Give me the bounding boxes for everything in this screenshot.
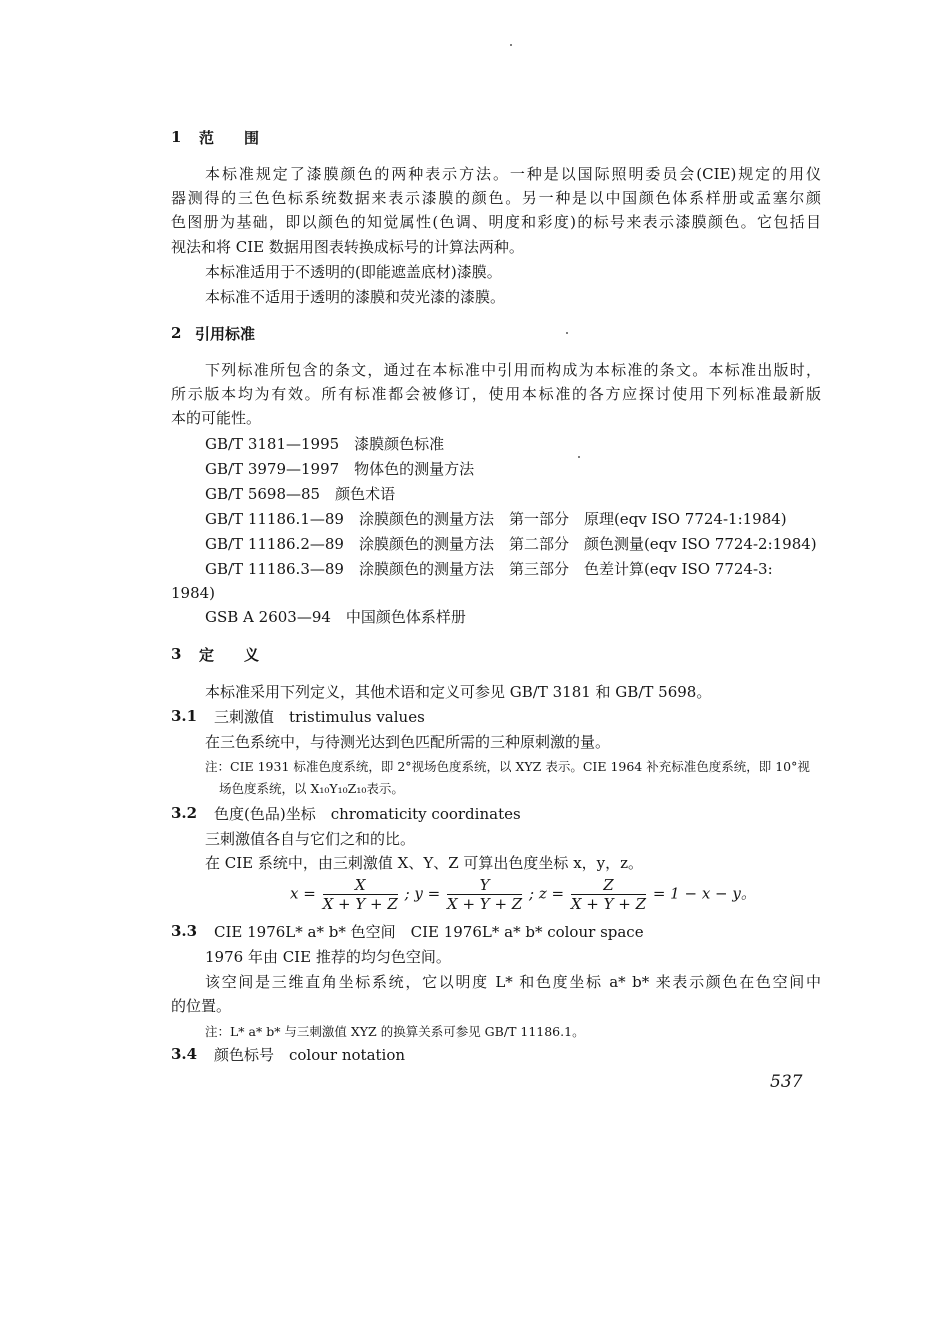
clause-3-2-term: 色度(色品)坐标 chromaticity coordinates (214, 805, 521, 823)
clause-3-3-term: CIE 1976L* a* b* 色空间 CIE 1976L* a* b* colour space (214, 923, 644, 941)
s2-para-line3: 本的可能性。 (171, 409, 262, 427)
s1-para1-line2: 器测得的三色色标系统数据来表示漆膜的颜色。另一种是以中国颜色体系样册或孟塞尔颜 (171, 189, 821, 207)
scan-speck (578, 456, 580, 458)
page-number: 537 (770, 1072, 803, 1092)
clause-3-1-definition: 在三色系统中，与待测光达到色匹配所需的三种原刺激的量。 (205, 733, 611, 751)
s2-para-line2: 所示版本均为有效。所有标准都会被修订，使用本标准的各方应探讨使用下列标准最新版 (171, 385, 821, 403)
reference-item-continued: 1984) (171, 584, 216, 602)
clause-3-2-line2: 在 CIE 系统中，由三刺激值 X、Y、Z 可算出色度坐标 x，y，z。 (205, 854, 644, 872)
formula-x-fraction (323, 876, 398, 913)
scan-speck (566, 332, 568, 334)
section-2-number: 2 (171, 324, 182, 342)
reference-item: GSB A 2603—94 中国颜色体系样册 (205, 608, 466, 626)
s1-para1-line4: 视法和将 CIE 数据用图表转换成标号的计算法两种。 (171, 238, 524, 256)
formula-z-numerator: Z (571, 876, 646, 895)
clause-3-3-definition: 1976 年由 CIE 推荐的均匀色空间。 (205, 948, 451, 966)
scan-speck (510, 44, 512, 46)
s1-para2: 本标准适用于不透明的(即能遮盖底材)漆膜。 (205, 263, 502, 281)
formula-x-denominator: X + Y + Z (322, 895, 398, 913)
formula-x-numerator: X (323, 876, 398, 895)
clause-3-1-number: 3.1 (171, 707, 198, 725)
formula-z-denominator: X + Y + Z (570, 895, 647, 913)
clause-3-2-number: 3.2 (171, 804, 198, 822)
reference-item: GB/T 11186.1—89 涂膜颜色的测量方法 第一部分 原理(eqv ISO 7724-1:1984) (205, 510, 787, 528)
clause-3-3-number: 3.3 (171, 922, 198, 940)
reference-item: GB/T 3181—1995 漆膜颜色标准 (205, 435, 445, 453)
reference-item: GB/T 11186.2—89 涂膜颜色的测量方法 第二部分 颜色测量(eqv ISO 7724-2:1984) (205, 535, 817, 553)
s1-para1-line3: 色图册为基础，即以颜色的知觉属性(色调、明度和彩度)的标号来表示漆膜颜色。它包括目 (171, 213, 821, 231)
s1-para3: 本标准不适用于透明的漆膜和荧光漆的漆膜。 (205, 288, 506, 306)
s3-intro: 本标准采用下列定义，其他术语和定义可参见 GB/T 3181 和 GB/T 5698。 (205, 683, 712, 701)
chromaticity-formula (290, 876, 756, 913)
formula-y-numerator: Y (447, 876, 522, 895)
formula-x-label: x = (290, 884, 316, 903)
clause-3-1-note-line1: 注：CIE 1931 标准色度系统，即 2°视场色度系统，以 XYZ 表示。CIE 1964 补充标准色度系统，即 10°视 (205, 759, 810, 774)
section-1-number: 1 (171, 128, 182, 146)
reference-item: GB/T 3979—1997 物体色的测量方法 (205, 460, 475, 478)
clause-3-3-para-line2: 的位置。 (171, 997, 232, 1015)
reference-item: GB/T 11186.3—89 涂膜颜色的测量方法 第三部分 色差计算(eqv ISO 7724-3: (205, 560, 773, 578)
section-3-number: 3 (171, 645, 182, 663)
formula-z-label: ; z = (529, 884, 565, 903)
section-1-title: 范 围 (199, 129, 260, 147)
s1-para1-line1: 本标准规定了漆膜颜色的两种表示方法。一种是以国际照明委员会(CIE)规定的用仪 (205, 165, 821, 183)
formula-y-label: ; y = (404, 884, 441, 903)
section-2-title: 引用标准 (195, 325, 256, 343)
formula-y-denominator: X + Y + Z (447, 895, 523, 913)
clause-3-3-note: 注：L* a* b* 与三刺激值 XYZ 的换算关系可参见 GB/T 11186.1。 (205, 1024, 585, 1039)
clause-3-1-note-line2: 场色度系统，以 X₁₀Y₁₀Z₁₀表示。 (219, 781, 404, 796)
formula-y-fraction (447, 876, 522, 913)
clause-3-2-definition: 三刺激值各自与它们之和的比。 (205, 830, 416, 848)
clause-3-3-para-line1: 该空间是三维直角坐标系统，它以明度 L* 和色度坐标 a* b* 来表示颜色在色空间中 (205, 973, 821, 991)
section-3-title: 定 义 (199, 646, 260, 664)
s2-para-line1: 下列标准所包含的条文，通过在本标准中引用而构成为本标准的条文。本标准出版时， (205, 361, 821, 379)
formula-tail: = 1 − x − y。 (652, 884, 756, 903)
formula-z-fraction (571, 876, 646, 913)
clause-3-1-term: 三刺激值 tristimulus values (214, 708, 425, 726)
clause-3-4-number: 3.4 (171, 1045, 198, 1063)
clause-3-4-term: 颜色标号 colour notation (214, 1046, 406, 1064)
reference-item: GB/T 5698—85 颜色术语 (205, 485, 396, 503)
